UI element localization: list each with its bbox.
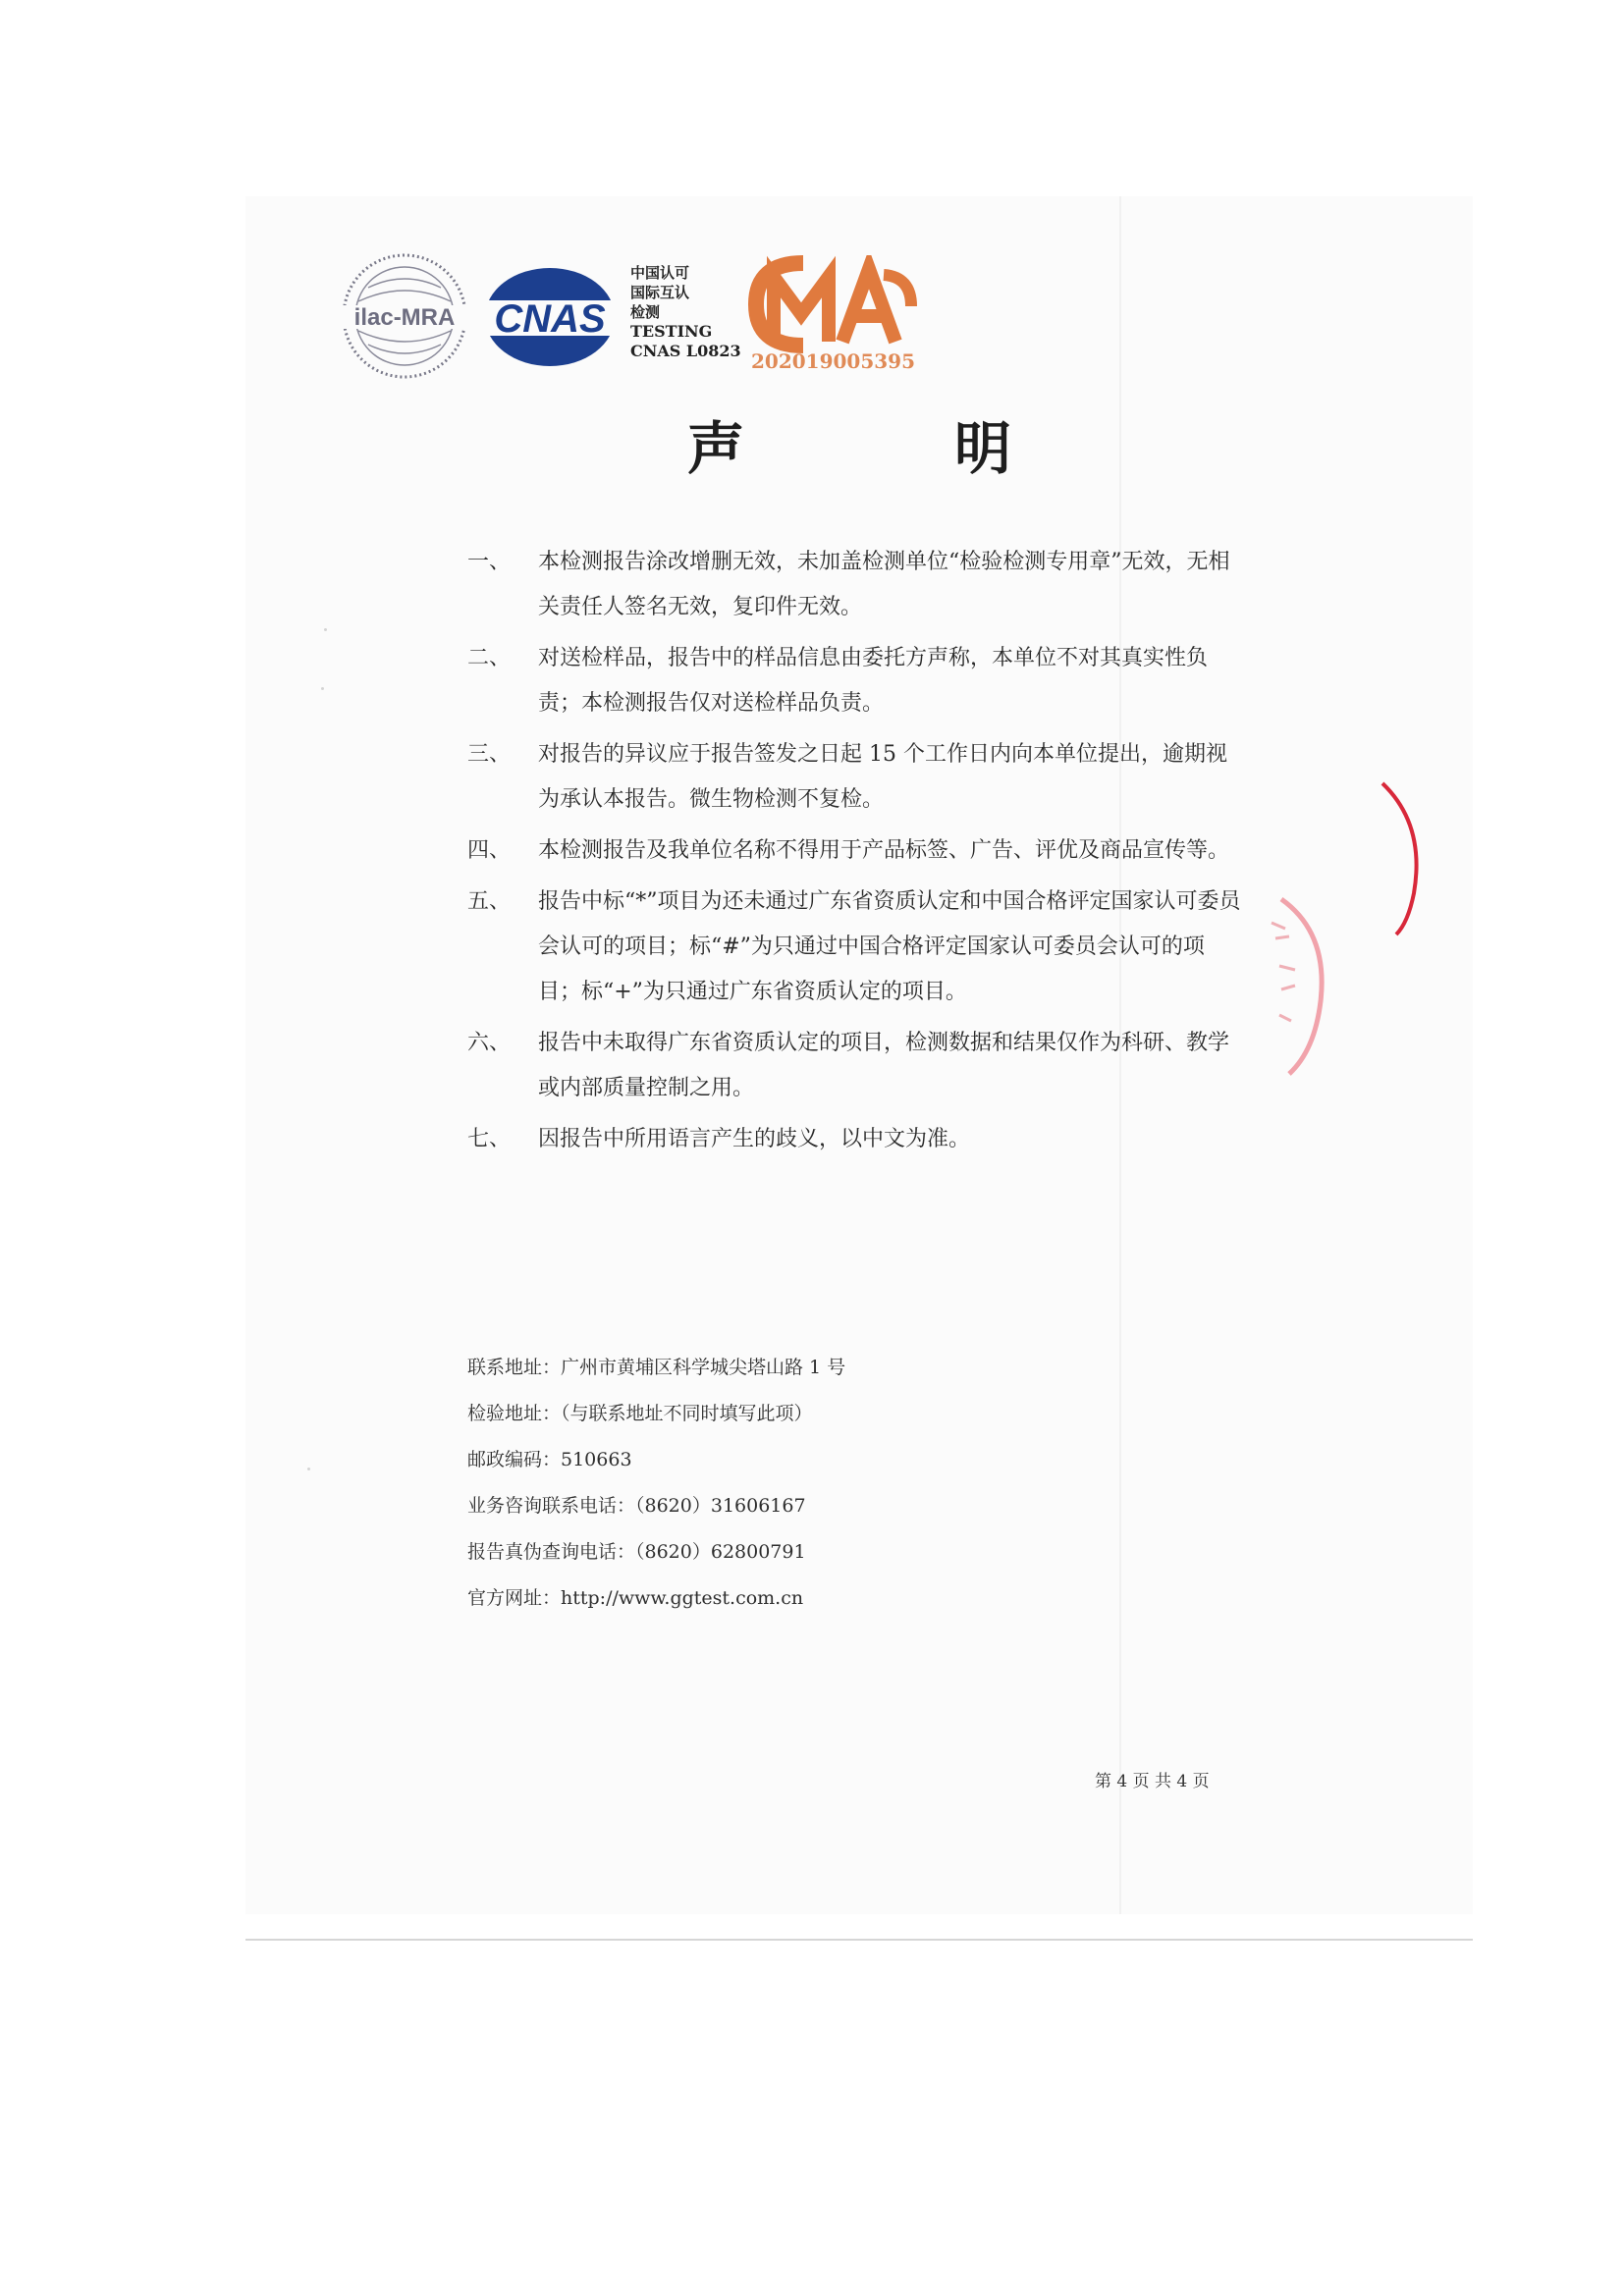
scan-speck: [321, 687, 324, 690]
business-phone: 业务咨询联系电话：（8620）31606167: [467, 1495, 806, 1517]
scan-speck: [307, 1468, 310, 1470]
clause-number: 七、: [467, 1127, 512, 1151]
inspection-address: 检验地址：（与联系地址不同时填写此项）: [467, 1403, 813, 1424]
cma-logo: [746, 255, 918, 358]
contact-address: 联系地址：广州市黄埔区科学城尖塔山路 1 号: [467, 1357, 846, 1378]
page-title: [687, 402, 1011, 485]
clause-item: [467, 880, 1253, 1015]
faded-seal-mark: [1262, 893, 1330, 1080]
clause-number: 三、: [467, 742, 512, 767]
clause-number: 五、: [467, 889, 512, 914]
cma-logo-text: CMA: [746, 255, 749, 256]
official-website: 官方网址：http://www.ggtest.com.cn: [467, 1587, 804, 1609]
clause-number: 一、: [467, 550, 512, 574]
cnas-caption-line: 国际互认: [630, 284, 690, 301]
clause-text: 因报告中所用语言产生的歧义，以中文为准。: [538, 1127, 971, 1151]
clause-text: 对报告的异议应于报告签发之日起 15 个工作日内向本单位提出，逾期视为承认本报告。微生物检测不复检。: [538, 742, 1227, 812]
title-char: 声: [687, 415, 745, 482]
cnas-caption-line: CNAS L0823: [630, 342, 741, 360]
clause-number: 四、: [467, 838, 512, 863]
cnas-logo-text: CNAS: [494, 297, 606, 341]
cnas-caption-line: 中国认可: [630, 264, 690, 282]
clause-item: [467, 828, 1253, 874]
clause-text: 本检测报告及我单位名称不得用于产品标签、广告、评优及商品宣传等。: [538, 838, 1230, 863]
cnas-caption-line: TESTING: [630, 322, 713, 341]
clause-text: 报告中标“*”项目为还未通过广东省资质认定和中国合格评定国家认可委员会认可的项目；标“#”为只通过中国合格评定国家认可委员会认可的项目；标“+”为只通过广东省资质认定的项目。: [538, 889, 1241, 1004]
cma-certificate-number: 202019005395: [751, 349, 915, 373]
page-number: 第 4 页 共 4 页: [1095, 1772, 1210, 1791]
cnas-caption: [630, 263, 743, 361]
ilac-mra-logo: [339, 250, 471, 383]
clause-item: [467, 636, 1253, 726]
clause-item: [467, 540, 1253, 630]
title-char: 明: [953, 415, 1011, 482]
cnas-caption-line: 检测: [630, 303, 661, 321]
clause-item: [467, 732, 1253, 823]
seal-edge-mark: [1375, 775, 1434, 942]
contact-info: [467, 1345, 1155, 1622]
verification-phone: 报告真伪查询电话：（8620）62800791: [467, 1541, 806, 1563]
clause-item: [467, 1021, 1253, 1111]
clause-text: 报告中未取得广东省资质认定的项目，检测数据和结果仅作为科研、教学或内部质量控制之用。: [538, 1031, 1230, 1100]
clause-item: [467, 1117, 1253, 1162]
clause-number: 二、: [467, 646, 512, 670]
clause-number: 六、: [467, 1031, 512, 1055]
postal-code: 邮政编码：510663: [467, 1449, 632, 1470]
clause-text: 对送检样品，报告中的样品信息由委托方声称，本单位不对其真实性负责；本检测报告仅对送检样品负责。: [538, 646, 1209, 716]
clause-text: 本检测报告涂改增删无效，未加盖检测单位“检验检测专用章”无效，无相关责任人签名无效，复印件无效。: [538, 550, 1230, 619]
scan-speck: [324, 628, 327, 631]
declaration-clauses: [467, 540, 1253, 1168]
ilac-logo-text: ilac-MRA: [353, 304, 456, 331]
page-bottom-rule: [245, 1939, 1473, 1941]
cnas-logo: [481, 263, 619, 371]
